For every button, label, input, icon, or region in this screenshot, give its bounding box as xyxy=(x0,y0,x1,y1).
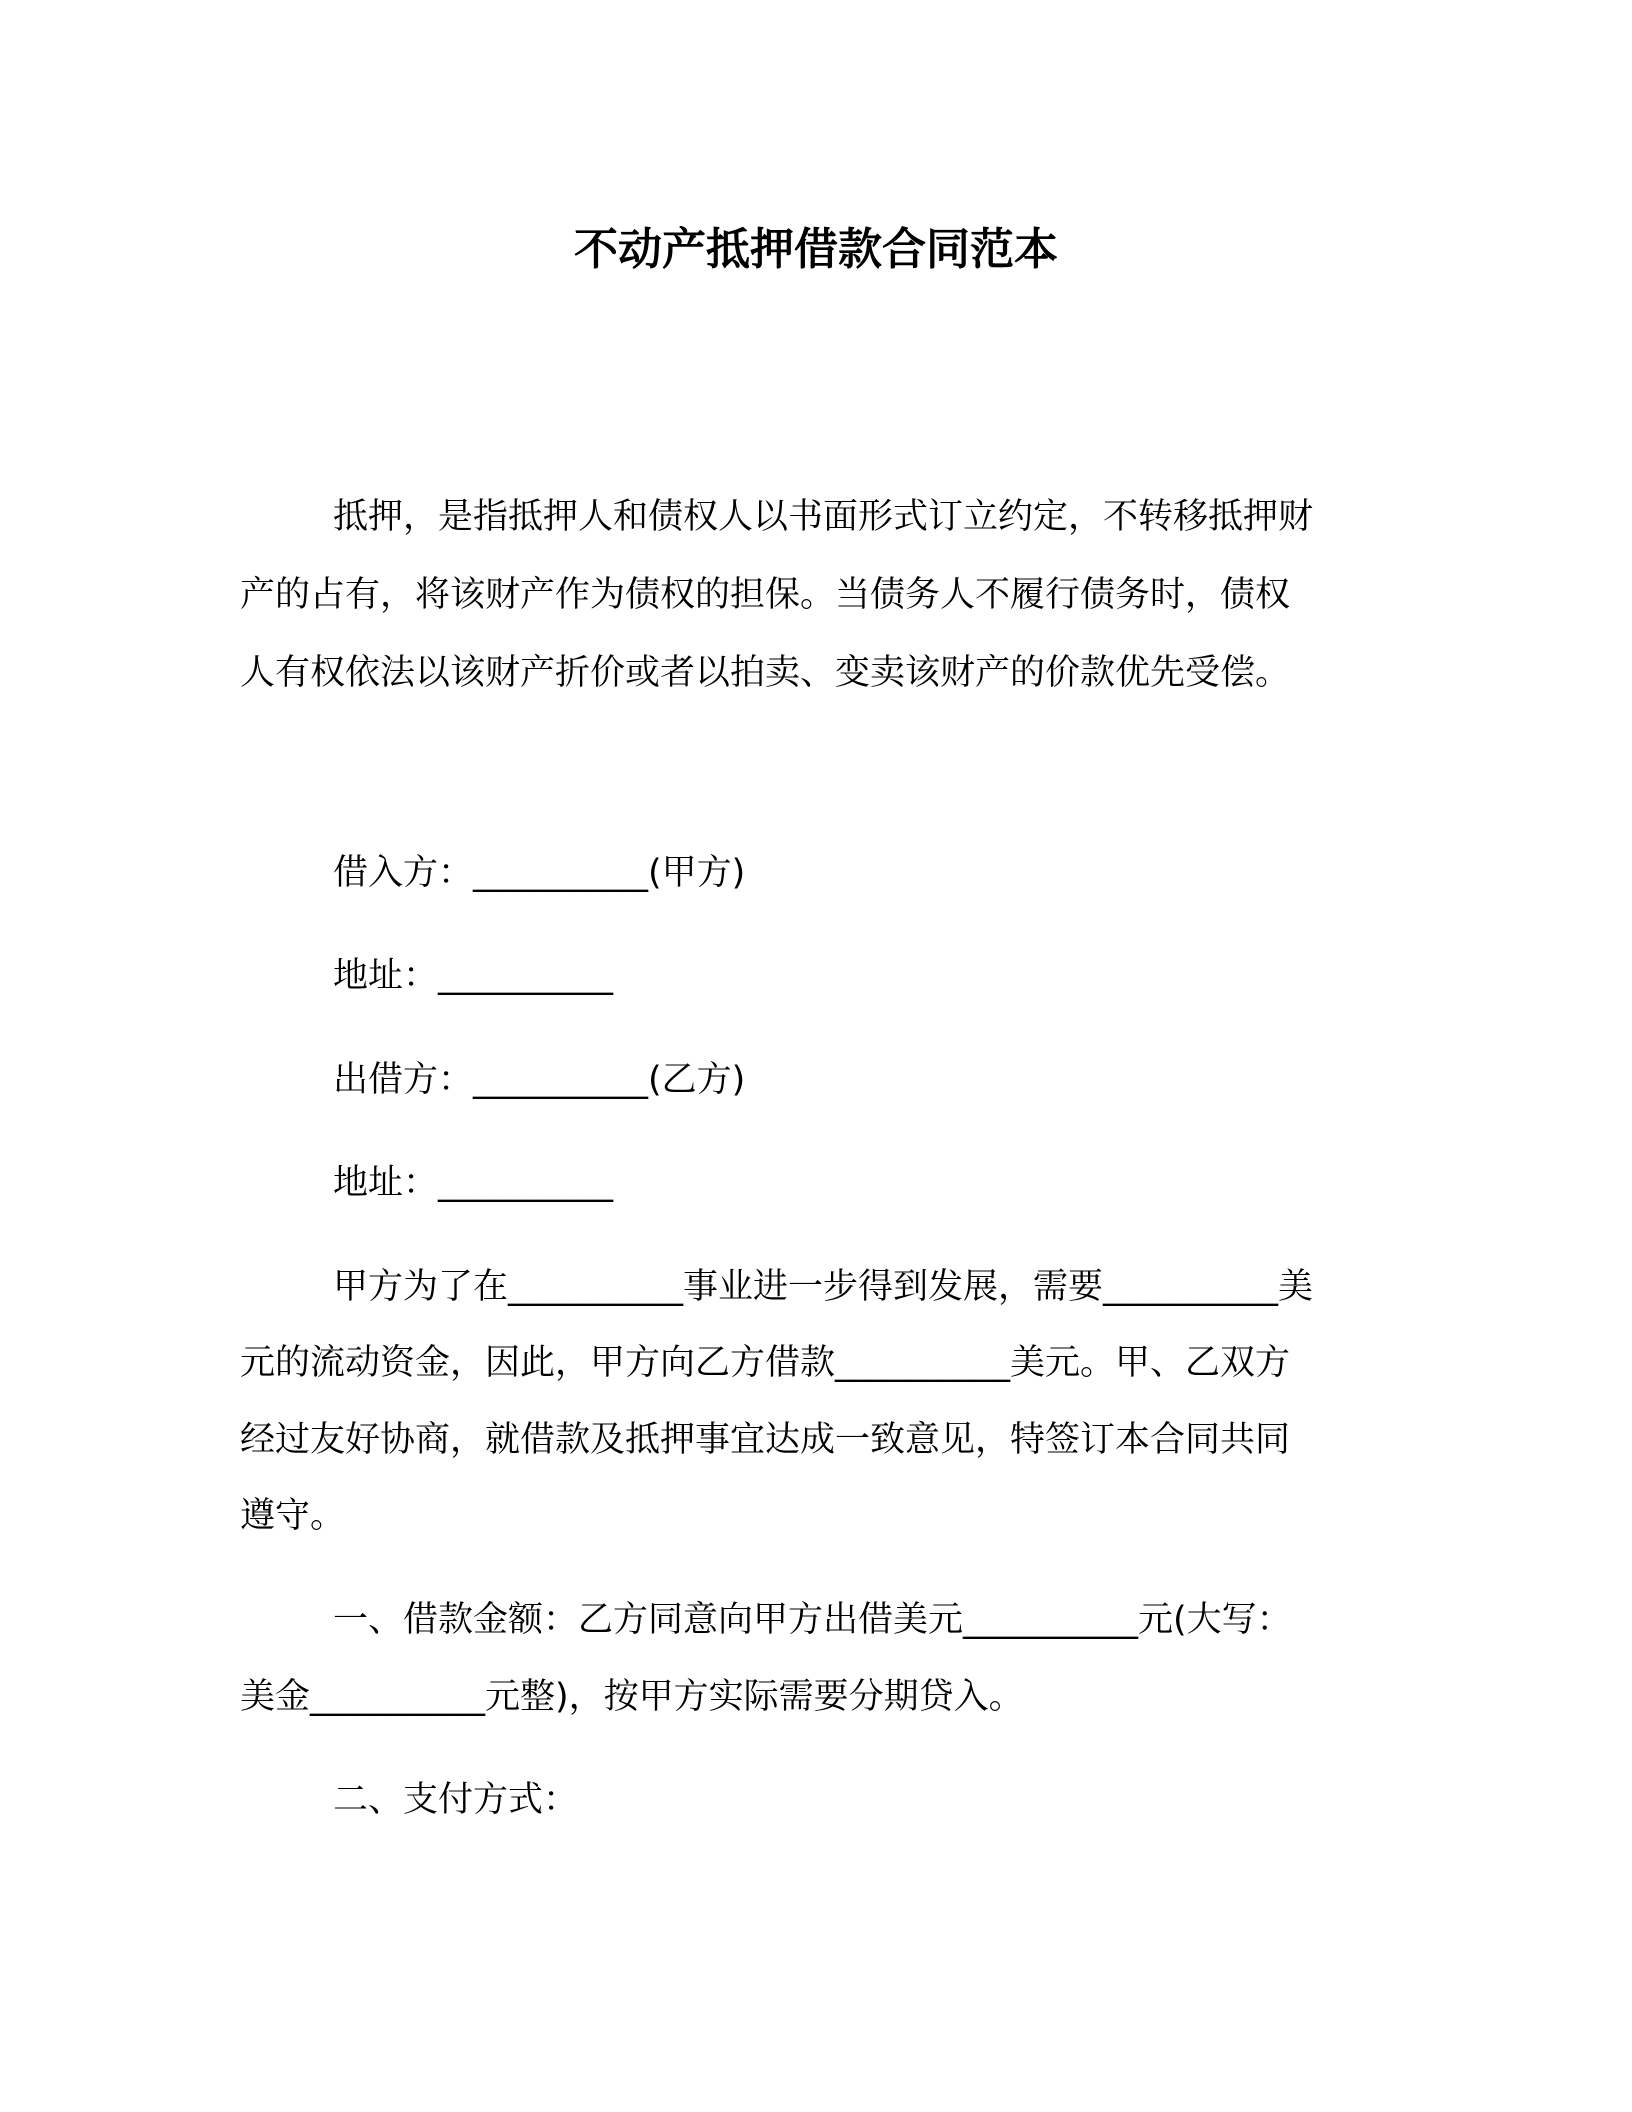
clause-2-heading: 二、支付方式： xyxy=(333,1780,579,1820)
party-suffix: (甲方) xyxy=(648,853,746,893)
party-borrower-address xyxy=(333,952,613,1000)
document-title: 不动产抵押借款合同范本 xyxy=(574,224,1058,275)
party-blank: __________ xyxy=(438,1163,614,1203)
purpose-line: 元的流动资金，因此，甲方向乙方借款__________美元。甲、乙双方 xyxy=(240,1343,1291,1383)
party-label: 地址： xyxy=(333,956,439,996)
party-suffix: (乙方) xyxy=(648,1060,746,1100)
party-blank: __________ xyxy=(473,1060,649,1100)
party-borrower xyxy=(333,849,745,897)
party-blank: __________ xyxy=(438,956,614,996)
intro-line: 抵押，是指抵押人和债权人以书面形式订立约定，不转移抵押财 xyxy=(333,497,1314,537)
party-label: 地址： xyxy=(333,1163,439,1203)
clause-1-line: 美金__________元整)，按甲方实际需要分期贷入。 xyxy=(240,1677,1024,1717)
intro-line: 产的占有，将该财产作为债权的担保。当债务人不履行债务时，债权 xyxy=(240,575,1291,615)
intro-line: 人有权依法以该财产折价或者以拍卖、变卖该财产的价款优先受偿。 xyxy=(240,653,1291,693)
purpose-line: 经过友好协商，就借款及抵押事宜达成一致意见，特签订本合同共同 xyxy=(240,1420,1291,1460)
party-label: 借入方： xyxy=(333,853,474,893)
party-label: 出借方： xyxy=(333,1060,474,1100)
party-lender-address xyxy=(333,1159,613,1207)
clause-1-line: 一、借款金额：乙方同意向甲方出借美元__________元(大写： xyxy=(333,1600,1292,1640)
party-lender xyxy=(333,1056,745,1104)
purpose-line: 遵守。 xyxy=(240,1496,346,1536)
party-blank: __________ xyxy=(473,853,649,893)
purpose-line: 甲方为了在__________事业进一步得到发展，需要__________美 xyxy=(333,1267,1314,1307)
